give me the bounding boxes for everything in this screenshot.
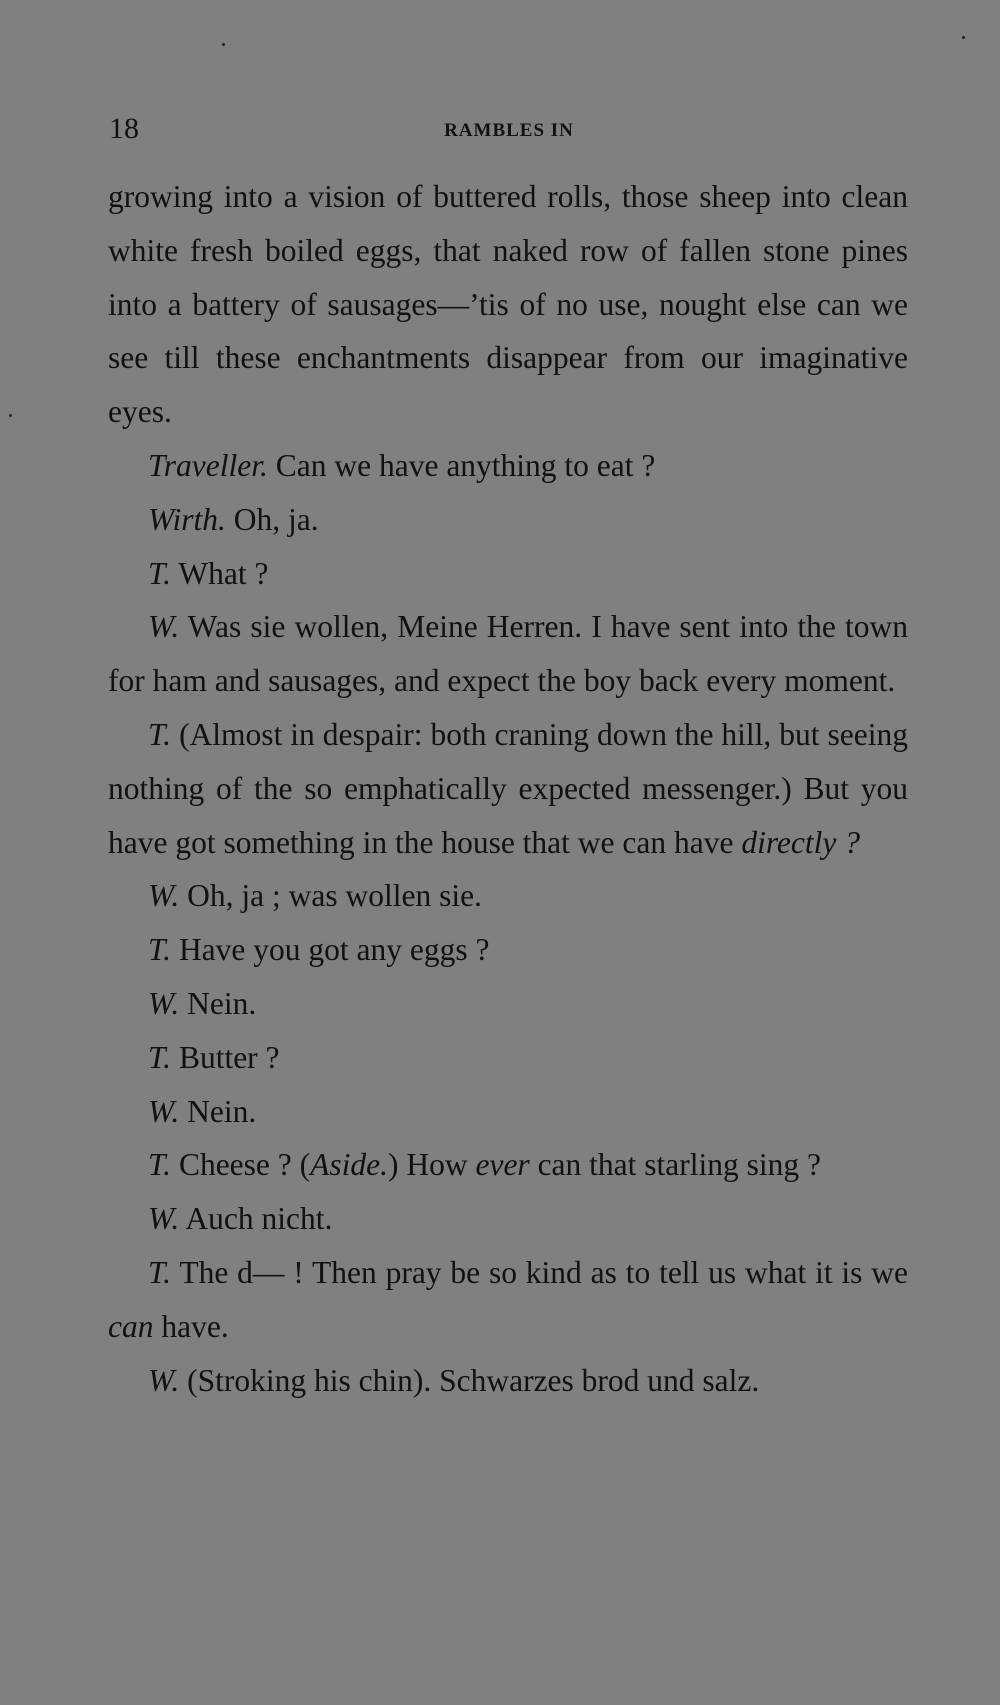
speaker-name: W. bbox=[148, 1201, 180, 1237]
speaker-name: T. bbox=[148, 716, 172, 752]
dialogue-text: Oh, ja ; was wollen sie. bbox=[187, 878, 482, 914]
page-number: 18 bbox=[109, 112, 139, 145]
dialogue-line bbox=[108, 547, 908, 601]
dialogue-text: can that starling sing ? bbox=[537, 1147, 821, 1183]
speaker-name: W. bbox=[148, 1362, 180, 1398]
dialogue-line bbox=[108, 923, 908, 977]
speaker-name: T. bbox=[148, 1039, 172, 1075]
dialogue-line bbox=[108, 869, 908, 923]
speaker-name: T. bbox=[148, 1147, 172, 1183]
dialogue-line bbox=[108, 977, 908, 1031]
scan-speck bbox=[222, 43, 225, 46]
running-head: RAMBLES IN bbox=[444, 120, 574, 141]
dialogue-text: Nein. bbox=[187, 985, 257, 1021]
dialogue-text: Butter ? bbox=[178, 1039, 280, 1075]
dialogue-text: (Almost in despair: both craning down the hill, but seeing nothing of the so emphatically expected messenger.) But you have got something in the house that we can have bbox=[108, 716, 909, 860]
speaker-name: W. bbox=[148, 985, 180, 1021]
emphasis-text: can bbox=[108, 1308, 154, 1344]
dialogue-text: Oh, ja. bbox=[233, 501, 319, 537]
dialogue-text: Can we have anything to eat ? bbox=[275, 447, 656, 483]
dialogue-text: Was sie wollen, Meine Herren. I have sent into the town for ham and sausages, and expect the boy back every moment. bbox=[108, 609, 909, 699]
dialogue-line bbox=[108, 708, 908, 869]
dialogue-text: have. bbox=[161, 1308, 229, 1344]
speaker-name: W. bbox=[148, 609, 180, 645]
dialogue-text: Cheese ? ( bbox=[178, 1147, 311, 1183]
scan-speck bbox=[962, 36, 965, 39]
speaker-name: Traveller. bbox=[148, 447, 268, 483]
emphasis-text: ever bbox=[475, 1147, 530, 1183]
speaker-name: W. bbox=[148, 878, 180, 914]
dialogue-text: ) How bbox=[387, 1147, 468, 1183]
speaker-name: T. bbox=[148, 1254, 172, 1290]
dialogue-line bbox=[108, 600, 908, 708]
dialogue-text: Auch nicht. bbox=[185, 1201, 333, 1237]
speaker-name: W. bbox=[148, 1093, 180, 1129]
emphasis-text: directly ? bbox=[741, 824, 860, 860]
dialogue-text: Nein. bbox=[187, 1093, 257, 1129]
speaker-name: T. bbox=[148, 932, 172, 968]
scan-speck bbox=[9, 414, 12, 417]
intro-paragraph: growing into a vision of buttered rolls, those sheep into clean white fresh boiled eggs, that naked row of fallen stone pines into a battery of sausages—’tis of no use, nought else can we see till these enchantments disappear from our imaginative eyes. bbox=[108, 179, 908, 430]
dialogue-line bbox=[108, 1085, 908, 1139]
dialogue-text: The d— ! Then pray be so kind as to tell us what it is we bbox=[179, 1254, 908, 1290]
page-header bbox=[109, 112, 909, 152]
speaker-name: T. bbox=[148, 555, 172, 591]
dialogue-line bbox=[108, 1246, 908, 1354]
speaker-name: Wirth. bbox=[148, 501, 226, 537]
dialogue-line bbox=[108, 1031, 908, 1085]
aside-text: Aside. bbox=[310, 1147, 388, 1183]
dialogue-text: (Stroking his chin). Schwarzes brod und salz. bbox=[187, 1362, 760, 1398]
dialogue-line bbox=[108, 439, 908, 493]
dialogue-line bbox=[108, 1354, 908, 1408]
dialogue-line bbox=[108, 1192, 908, 1246]
dialogue-text: Have you got any eggs ? bbox=[178, 932, 490, 968]
dialogue-line bbox=[108, 493, 908, 547]
body-text bbox=[108, 170, 908, 1407]
dialogue-line bbox=[108, 1138, 908, 1192]
dialogue-text: What ? bbox=[178, 555, 269, 591]
